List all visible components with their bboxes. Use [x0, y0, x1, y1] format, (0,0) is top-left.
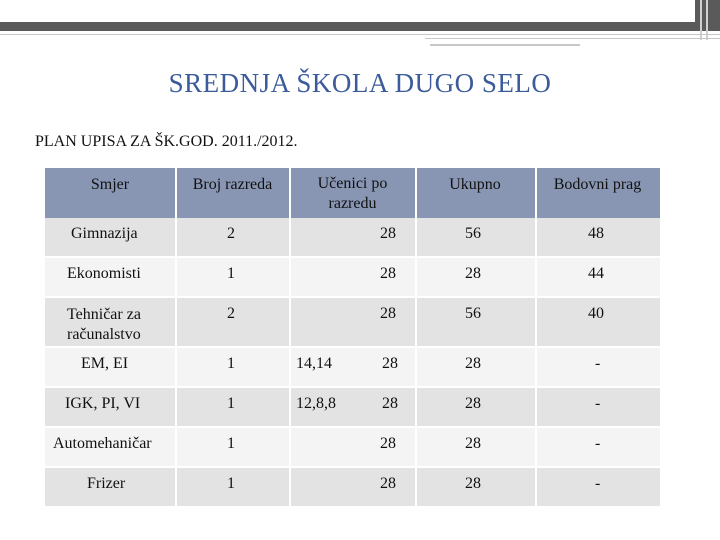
- table-row: [45, 348, 660, 386]
- cell-ucenici-extra: 12,8,8: [296, 395, 336, 412]
- decorative-top-bar: [0, 0, 720, 22]
- table-row: [45, 258, 660, 296]
- cell-prag: -: [595, 435, 601, 452]
- cell-ucenici-extra: 14,14: [296, 355, 332, 372]
- table-header-row: [45, 168, 660, 219]
- cell-ucenici: 28: [380, 225, 396, 242]
- cell-prag: 40: [588, 305, 604, 322]
- header-ukupno: Ukupno: [449, 176, 501, 193]
- cell-smjer: Automehaničar: [53, 435, 152, 452]
- header-ucenici-po-razredu: Učenici po razredu: [317, 175, 388, 212]
- cell-smjer: IGK, PI, VI: [65, 395, 141, 412]
- cell-smjer: Frizer: [87, 475, 126, 492]
- cell-smjer: EM, EI: [81, 355, 129, 372]
- cell-prag: 44: [588, 265, 604, 282]
- row-divider: [45, 296, 660, 298]
- cell-smjer: Gimnazija: [71, 225, 138, 242]
- cell-prag: 48: [588, 225, 604, 242]
- cell-ukupno: 28: [465, 265, 481, 282]
- cell-ukupno: 28: [465, 395, 481, 412]
- cell-ucenici-extra: [290, 258, 370, 296]
- decorative-line: [425, 38, 720, 39]
- cell-broj: 2: [227, 225, 235, 242]
- cell-broj: 1: [227, 355, 235, 372]
- table-row: [45, 218, 660, 256]
- cell-ucenici: 28: [382, 395, 398, 412]
- cell-broj: 1: [227, 475, 235, 492]
- cell-ucenici-extra: [290, 298, 370, 346]
- cell-smjer: Tehničar za računalstvo: [67, 306, 141, 343]
- page-subtitle: PLAN UPISA ZA ŠK.GOD. 2011./2012.: [35, 133, 298, 150]
- row-divider: [45, 256, 660, 258]
- cell-prag: -: [595, 395, 601, 412]
- table-row: [45, 388, 660, 426]
- header-smjer: Smjer: [90, 176, 130, 193]
- column-divider: [175, 168, 177, 506]
- table-row: [45, 468, 660, 506]
- cell-smjer: Ekonomisti: [67, 265, 141, 282]
- cell-ukupno: 28: [465, 435, 481, 452]
- cell-broj: 1: [227, 265, 235, 282]
- cell-ucenici: 28: [380, 305, 396, 322]
- cell-ucenici: 28: [382, 355, 398, 372]
- cell-ucenici-extra: [290, 468, 370, 506]
- cell-ukupno: 28: [465, 355, 481, 372]
- cell-broj: 2: [227, 305, 235, 322]
- enrollment-table: [45, 168, 660, 506]
- decorative-line: [0, 34, 720, 35]
- decorative-line: [430, 44, 580, 46]
- row-divider: [45, 346, 660, 348]
- cell-ucenici: 28: [380, 475, 396, 492]
- header-broj-razreda: Broj razreda: [192, 176, 273, 193]
- cell-ucenici-extra: [290, 218, 370, 256]
- row-divider: [45, 386, 660, 388]
- cell-prag: -: [595, 475, 601, 492]
- cell-prag: -: [595, 355, 601, 372]
- cell-ukupno: 56: [465, 225, 481, 242]
- column-divider: [289, 168, 291, 506]
- cell-ukupno: 28: [465, 475, 481, 492]
- table-row: [45, 428, 660, 466]
- column-divider: [415, 168, 417, 506]
- top-dark-band: [0, 22, 695, 31]
- column-divider: [535, 168, 537, 506]
- row-divider: [45, 426, 660, 428]
- header-bodovni-prag: Bodovni prag: [553, 176, 642, 193]
- cell-ucenici: 28: [380, 435, 396, 452]
- page-title: SREDNJA ŠKOLA DUGO SELO: [168, 68, 552, 98]
- table-row: [45, 298, 660, 346]
- cell-broj: 1: [227, 395, 235, 412]
- cell-broj: 1: [227, 435, 235, 452]
- row-divider: [45, 466, 660, 468]
- cell-ukupno: 56: [465, 305, 481, 322]
- cell-ucenici-extra: [290, 428, 370, 466]
- cell-ucenici: 28: [380, 265, 396, 282]
